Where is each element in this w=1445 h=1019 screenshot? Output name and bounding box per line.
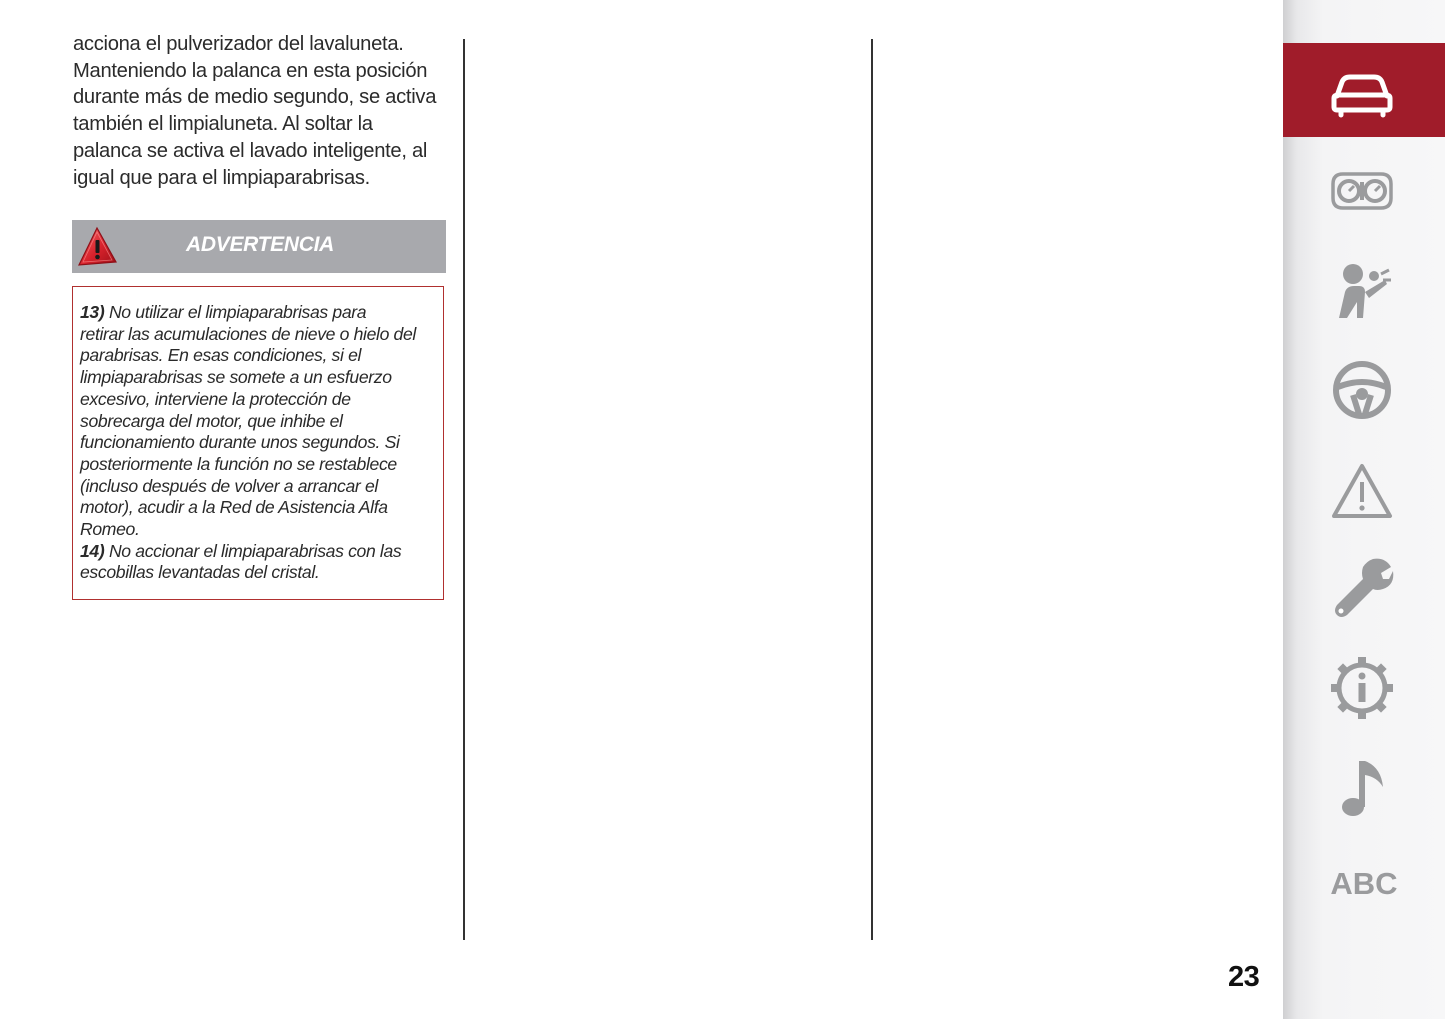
safety-airbag-icon xyxy=(1329,260,1395,322)
note-13-line: retirar las acumulaciones de nieve o hielo del xyxy=(80,323,416,344)
sidebar-item-maintenance[interactable] xyxy=(1283,540,1445,634)
body-line: igual que para el limpiaparabrisas. xyxy=(73,166,370,189)
note-13-line: funcionamiento durante unos segundos. Si xyxy=(80,432,400,453)
sidebar-item-safety[interactable] xyxy=(1283,243,1445,337)
note-13-line: posteriormente la función no se restablece xyxy=(80,453,397,474)
note-14-line: 14) No accionar el limpiaparabrisas con las xyxy=(80,540,402,561)
note-13-line: limpiaparabrisas se somete a un esfuerzo xyxy=(80,367,392,388)
sidebar-item-instruments[interactable] xyxy=(1283,143,1445,237)
note-13-number: 13) xyxy=(80,302,105,322)
note-13-line: Romeo. xyxy=(80,519,140,540)
sidebar-item-driving[interactable] xyxy=(1283,342,1445,436)
sidebar-item-car[interactable] xyxy=(1283,43,1445,137)
sidebar-item-index[interactable]: ABC xyxy=(1330,866,1398,901)
warning-triangle-icon xyxy=(1329,460,1395,522)
gear-info-icon xyxy=(1329,657,1395,719)
note-14-line: escobillas levantadas del cristal. xyxy=(80,562,320,583)
sidebar-item-multimedia[interactable] xyxy=(1283,740,1445,834)
body-line: acciona el pulverizador del lavaluneta. xyxy=(73,33,404,55)
note-13-line: (incluso después de volver a arrancar el xyxy=(80,475,378,496)
warning-box xyxy=(72,286,444,600)
body-line: también el limpialuneta. Al soltar la xyxy=(73,113,373,136)
note-13-line: excesivo, interviene la protección de xyxy=(80,388,351,409)
column-divider xyxy=(871,39,873,940)
sidebar-item-emergency[interactable] xyxy=(1283,443,1445,537)
section-sidebar xyxy=(1283,0,1445,1019)
car-icon xyxy=(1329,60,1395,122)
note-13-line: parabrisas. En esas condiciones, si el xyxy=(80,345,362,366)
body-paragraph xyxy=(73,31,458,191)
warning-text xyxy=(80,302,442,584)
warning-header xyxy=(72,220,446,273)
body-line: Manteniendo la palanca en esta posición xyxy=(73,59,428,82)
note-13-line: motor), acudir a la Red de Asistencia Alfa xyxy=(80,497,388,518)
sidebar-item-technical-data[interactable] xyxy=(1283,640,1445,734)
music-note-icon xyxy=(1329,757,1395,819)
page-number: 23 xyxy=(1228,961,1260,993)
instrument-panel-icon xyxy=(1329,160,1395,222)
body-line: palanca se activa el lavado inteligente, al xyxy=(73,139,428,162)
note-13-line: sobrecarga del motor, que inhibe el xyxy=(80,410,343,431)
column-divider xyxy=(463,39,465,940)
note-14-number: 14) xyxy=(80,540,105,561)
note-13-line: 13) No utilizar el limpiaparabrisas para xyxy=(80,302,367,322)
warning-title: ADVERTENCIA xyxy=(186,233,334,256)
wrench-icon xyxy=(1329,557,1395,619)
body-line: durante más de medio segundo, se activa xyxy=(73,86,437,109)
steering-wheel-icon xyxy=(1329,359,1395,421)
